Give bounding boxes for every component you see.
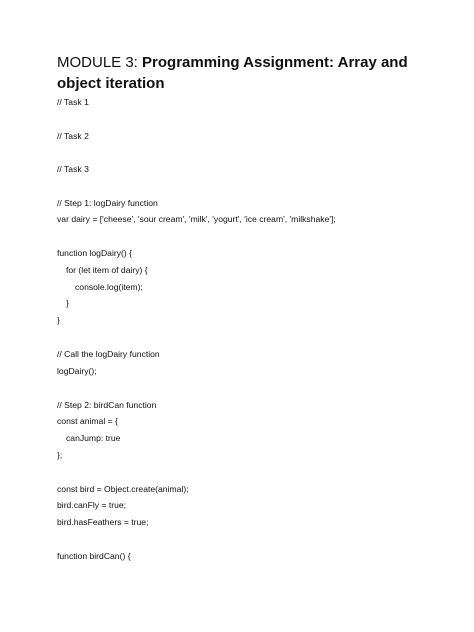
- close-for-brace: }: [66, 298, 69, 308]
- logdairy-call: logDairy();: [57, 366, 97, 376]
- close-function-brace: }: [57, 315, 60, 325]
- task1-comment: // Task 1: [57, 97, 89, 107]
- for-of-loop: for (let item of dairy) {: [66, 265, 148, 275]
- bird-canfly-assignment: bird.canFly = true;: [57, 500, 127, 510]
- assignment-title: Programming Assignment: Array and object iteration: [57, 54, 408, 92]
- step2-comment: // Step 2: birdCan function: [57, 400, 157, 410]
- console-log-statement: console.log(item);: [75, 282, 143, 292]
- dairy-array-declaration: var dairy = ['cheese', 'sour cream', 'milk', 'yogurt', 'ice cream', 'milkshake'];: [57, 214, 336, 224]
- close-animal-brace: };: [57, 450, 63, 460]
- bird-hasfeathers-assignment: bird.hasFeathers = true;: [57, 517, 149, 527]
- step1-comment: // Step 1: logDairy function: [57, 198, 158, 208]
- call-comment: // Call the logDairy function: [57, 349, 160, 359]
- task3-comment: // Task 3: [57, 164, 89, 174]
- task2-comment: // Task 2: [57, 131, 89, 141]
- bird-object-declaration: const bird = Object.create(animal);: [57, 484, 189, 494]
- page-title: [57, 52, 437, 94]
- birdcan-function-declaration: function birdCan() {: [57, 551, 131, 561]
- module-label: MODULE 3:: [57, 54, 143, 71]
- animal-object-declaration: const animal = {: [57, 416, 118, 426]
- logdairy-function-declaration: function logDairy() {: [57, 248, 132, 258]
- canjump-property: canJump: true: [66, 433, 121, 443]
